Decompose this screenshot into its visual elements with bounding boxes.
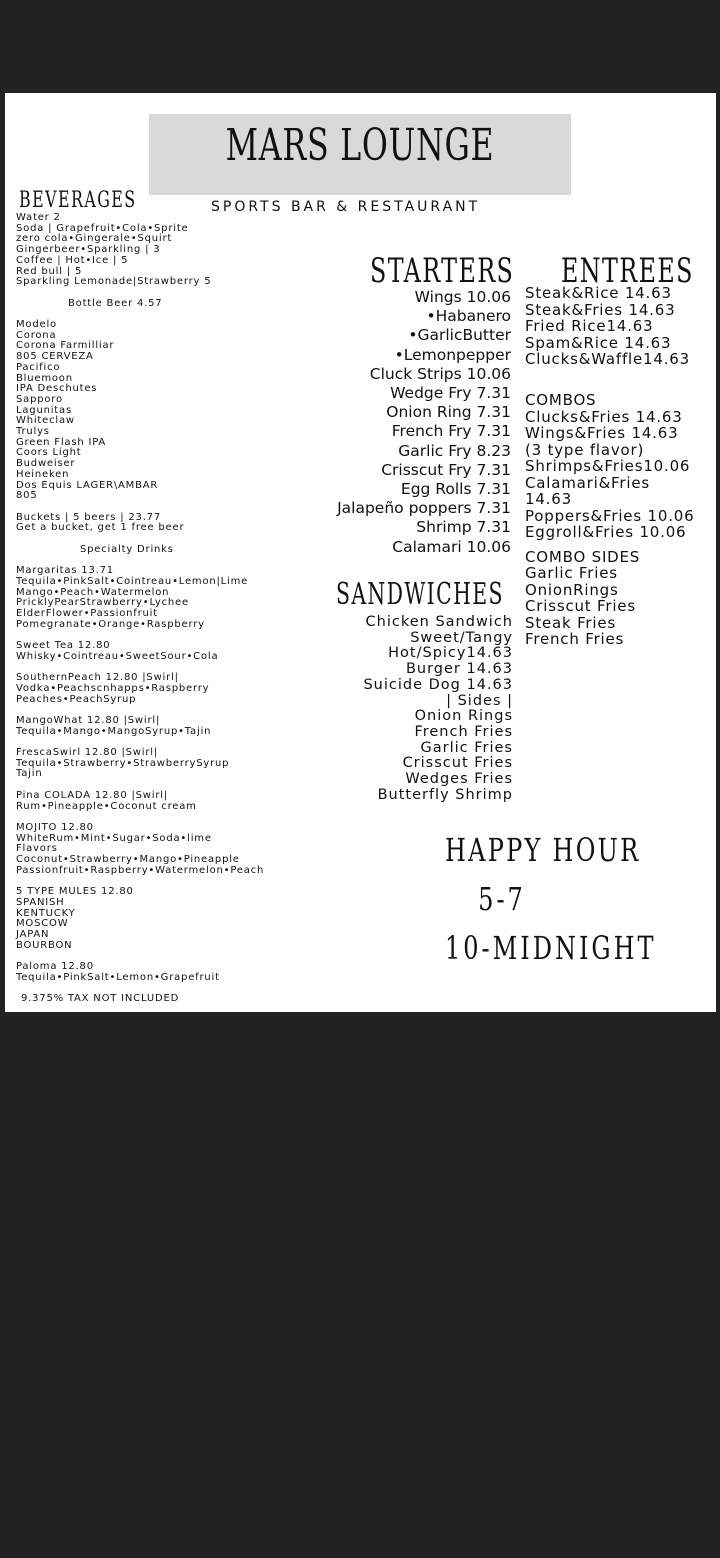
- specialty-drink-name: Sweet Tea 12.80: [16, 640, 111, 652]
- beverages-section: [16, 213, 316, 983]
- beer-item: Heineken: [16, 468, 70, 480]
- spacer: [16, 288, 316, 299]
- tax-note: 9.375% TAX NOT INCLUDED: [21, 993, 180, 1004]
- spacer: [525, 368, 694, 385]
- starter-item: Shrimp 7.31: [416, 518, 511, 537]
- specialty-drink-detail: Whisky•Cointreau•SweetSour•Cola: [16, 650, 219, 662]
- beer-item: Corona: [16, 329, 57, 341]
- specialty-drink-name: FrescaSwirl 12.80 |Swirl|: [16, 747, 159, 759]
- starters-heading: STARTERS: [370, 251, 515, 291]
- beer-item: Green Flash IPA: [16, 436, 107, 448]
- starter-item: Crisscut Fry 7.31: [381, 460, 511, 479]
- beer-item: IPA Deschutes: [16, 383, 98, 395]
- specialty-drink-name: MangoWhat 12.80 |Swirl|: [16, 714, 161, 726]
- sandwich-item: Suicide Dog 14.63: [363, 676, 513, 693]
- specialty-drink-detail: PricklyPearStrawberry•Lychee: [16, 597, 189, 609]
- beer-item: Sapporo: [16, 393, 63, 405]
- combos-heading: COMBOS: [525, 391, 597, 409]
- beverage-item: Coffee | Hot•Ice | 5: [16, 254, 129, 266]
- specialty-drink-detail: Rum•Pineapple•Coconut cream: [16, 800, 197, 812]
- beer-item: Lagunitas: [16, 404, 72, 416]
- starter-item: Garlic Fry 8.23: [398, 441, 511, 460]
- beer-item: Coors Light: [16, 447, 82, 459]
- starter-item: Cluck Strips 10.06: [369, 364, 511, 383]
- combo-side-item: Garlic Fries: [525, 564, 618, 582]
- sandwich-item: | Sides |: [446, 692, 513, 709]
- beverage-item: Gingerbeer•Sparkling | 3: [16, 244, 161, 256]
- sandwich-item: Hot/Spicy14.63: [388, 645, 513, 662]
- specialty-drink-detail: WhiteRum•Mint•Sugar•Soda•lime: [16, 832, 212, 844]
- sandwich-item: Chicken Sandwich: [365, 614, 513, 630]
- beer-item: Corona Farmilliar: [16, 340, 115, 352]
- happy-hour-time-early: 5-7: [478, 880, 526, 918]
- combo-item: Calamari&Fries: [525, 473, 650, 492]
- specialty-drink-detail: BOURBON: [16, 939, 73, 951]
- combo-item: Wings&Fries 14.63: [525, 424, 679, 442]
- bottle-beer-heading: Bottle Beer 4.57: [68, 297, 163, 309]
- sandwich-item: Butterfly Shrimp: [377, 786, 513, 803]
- beer-item: Trulys: [16, 426, 50, 438]
- combo-item: Clucks&Fries 14.63: [525, 407, 683, 426]
- sandwiches-heading: SANDWICHES: [336, 577, 504, 612]
- specialty-drink-detail: Passionfruit•Raspberry•Watermelon•Peach: [16, 864, 265, 876]
- starter-item: Egg Rolls 7.31: [400, 480, 511, 499]
- beer-item: Modelo: [16, 319, 57, 330]
- sandwiches-list: [363, 615, 513, 803]
- bucket-line: Get a bucket, get 1 free beer: [16, 522, 185, 534]
- starter-item: •Lemonpepper: [394, 345, 511, 364]
- title-banner: [149, 114, 571, 195]
- combo-item: 14.63: [525, 490, 572, 508]
- specialty-drink-detail: ElderFlower•Passionfruit: [16, 607, 158, 619]
- specialty-drink-detail: JAPAN: [16, 928, 50, 940]
- specialty-drinks-heading: Specialty Drinks: [80, 543, 174, 555]
- sandwich-item: Sweet/Tangy: [410, 629, 513, 646]
- beer-item: 805: [16, 490, 38, 502]
- specialty-drink-detail: Tequila•PinkSalt•Lemon•Grapefruit: [16, 971, 220, 983]
- specialty-drink-name: MOJITO 12.80: [16, 821, 94, 833]
- starter-item: •GarlicButter: [408, 326, 511, 345]
- entrees-heading: ENTREES: [561, 251, 694, 291]
- combo-item: Poppers&Fries 10.06: [525, 506, 695, 525]
- specialty-drink-detail: KENTUCKY: [16, 907, 76, 919]
- starter-item: Wings 10.06: [414, 288, 511, 306]
- specialty-drink-detail: Vodka•Peachscnhapps•Raspberry: [16, 682, 210, 694]
- sandwich-item: French Fries: [414, 723, 513, 740]
- specialty-drink-detail: Tequila•Strawberry•StrawberrySyrup: [16, 757, 230, 769]
- entree-item: Spam&Rice 14.63: [525, 333, 672, 352]
- specialty-drink-detail: Coconut•Strawberry•Mango•Pineapple: [16, 854, 240, 866]
- sandwich-item: Onion Rings: [414, 708, 513, 725]
- starter-item: Calamari 10.06: [392, 537, 511, 556]
- combo-side-item: Steak Fries: [525, 613, 616, 632]
- starter-item: •Habanero: [426, 307, 511, 326]
- combo-item: Shrimps&Fries10.06: [525, 457, 691, 475]
- specialty-drink-name: Margaritas 13.71: [16, 565, 114, 577]
- entree-item: Steak&Rice 14.63: [525, 284, 672, 302]
- bucket-line: Buckets | 5 beers | 23.77: [16, 511, 162, 523]
- starter-item: French Fry 7.31: [391, 422, 511, 441]
- beverage-item: zero cola•Gingerale•Squirt: [16, 233, 173, 245]
- beer-item: Dos Equis LAGER\AMBAR: [16, 479, 159, 491]
- combo-side-item: OnionRings: [525, 580, 619, 599]
- beverage-item: Red bull | 5: [16, 265, 83, 277]
- specialty-drink-detail: Flavors: [16, 843, 58, 855]
- entree-item: Clucks&Waffle14.63: [525, 350, 690, 368]
- beverage-item: Water 2: [16, 212, 61, 223]
- spacer: [16, 309, 316, 320]
- entree-item: Steak&Fries 14.63: [525, 300, 676, 319]
- combo-sides-heading: COMBO SIDES: [525, 547, 641, 566]
- entrees-combos-column: [525, 285, 694, 648]
- starter-item: Wedge Fry 7.31: [390, 384, 511, 403]
- specialty-drink-detail: Mango•Peach•Watermelon: [16, 586, 170, 598]
- sandwich-item: Crisscut Fries: [402, 755, 513, 772]
- beer-item: Budweiser: [16, 458, 76, 470]
- specialty-drink-name: Paloma 12.80: [16, 961, 94, 973]
- specialty-drink-detail: MOSCOW: [16, 918, 69, 930]
- specialty-drink-detail: Tequila•PinkSalt•Cointreau•Lemon|Lime: [16, 575, 249, 587]
- combo-side-item: French Fries: [525, 630, 625, 648]
- combo-side-item: Crisscut Fries: [525, 597, 636, 615]
- specialty-drink-detail: SPANISH: [16, 896, 65, 908]
- specialty-drink-name: 5 TYPE MULES 12.80: [16, 886, 134, 898]
- starter-item: Onion Ring 7.31: [386, 403, 511, 422]
- beverage-item: Sparkling Lemonade|Strawberry 5: [16, 276, 212, 288]
- specialty-drink-detail: Peaches•PeachSyrup: [16, 693, 137, 705]
- sandwich-item: Burger 14.63: [405, 661, 513, 678]
- starters-list: [337, 288, 511, 557]
- beverage-item: Soda | Grapefruit•Cola•Sprite: [16, 222, 189, 234]
- combo-item: Eggroll&Fries 10.06: [525, 523, 687, 541]
- sandwich-item: Garlic Fries: [420, 739, 513, 756]
- restaurant-subtitle: SPORTS BAR & RESTAURANT: [211, 199, 481, 215]
- restaurant-title: MARS LOUNGE: [225, 120, 495, 171]
- beer-item: 805 CERVEZA: [16, 351, 94, 363]
- beverages-heading: BEVERAGES: [19, 188, 137, 213]
- specialty-drink-detail: Tequila•Mango•MangoSyrup•Tajin: [16, 725, 212, 737]
- combo-item: (3 type flavor): [525, 440, 645, 459]
- menu-sheet: [5, 93, 716, 1012]
- specialty-drink-detail: Pomegranate•Orange•Raspberry: [16, 618, 205, 630]
- specialty-drink-name: Pina COLADA 12.80 |Swirl|: [16, 789, 169, 801]
- beer-item: Whiteclaw: [16, 415, 75, 427]
- specialty-drink-name: SouthernPeach 12.80 |Swirl|: [16, 672, 179, 684]
- beer-item: Pacifico: [16, 361, 61, 373]
- starter-item: Jalapeño poppers 7.31: [337, 499, 511, 518]
- sandwich-item: Wedges Fries: [405, 771, 513, 788]
- specialty-drink-detail: Tajin: [16, 768, 43, 780]
- happy-hour-time-late: 10-MIDNIGHT: [445, 929, 657, 967]
- beer-item: Bluemoon: [16, 372, 73, 384]
- entree-item: Fried Rice14.63: [525, 317, 654, 335]
- happy-hour-title: HAPPY HOUR: [445, 831, 641, 869]
